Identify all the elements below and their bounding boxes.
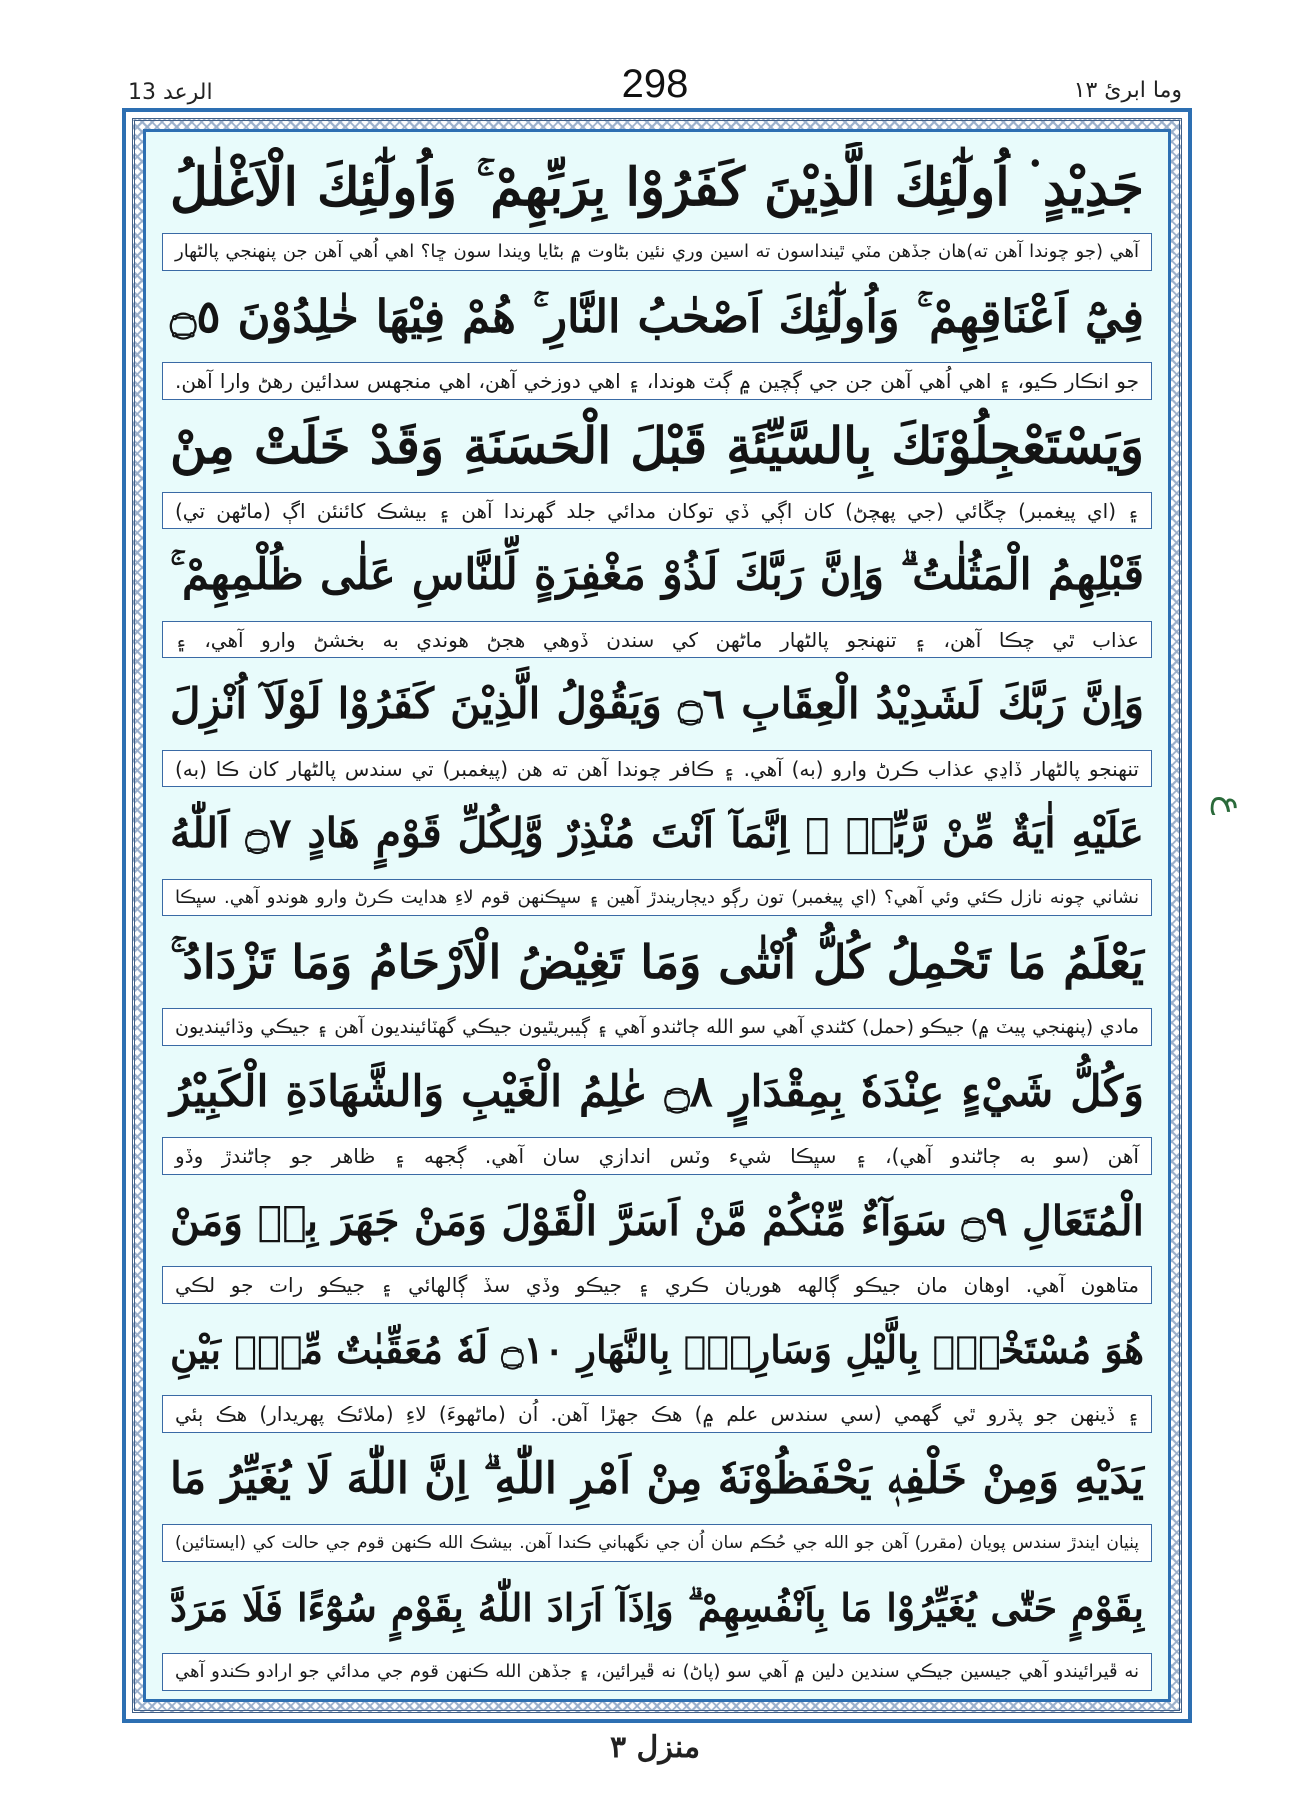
page-number: 298 — [621, 62, 689, 106]
decorative-border — [132, 118, 1182, 1713]
manzil-footer: منزل ٣ — [609, 1730, 701, 1765]
translation-line-1: آهي (جو چوندا آهن ته)هان جڏهن مٽي ٿينداسون ته اسين وري نئين بڻاوت ۾ بڻايا ويندا سون ڇا؟ اهي اُهي آهن جن پنهنجي پالڻهار — [162, 233, 1152, 271]
page-header — [120, 62, 1190, 110]
arabic-line-11: يَدَيْهِ وَمِنْ خَلْفِهٖ يَحْفَظُوْنَهٗ مِنْ اَمْرِ اللّٰهِ ۗ اِنَّ اللّٰهَ لَا يُغَيِّرُ مَا — [170, 1453, 1144, 1504]
juz-name: وما ابرئ ١٣ — [1073, 78, 1182, 103]
arabic-line-10: هُوَ مُسْتَخْفٍۢ بِالَّيْلِ وَسَارِبٌۢ بِالنَّهَارِ ۝١٠ لَهٗ مُعَقِّبٰتٌ مِّنْۢ بَيْنِ — [169, 1326, 1144, 1372]
arabic-line-12: بِقَوْمٍ حَتّٰى يُغَيِّرُوْا مَا بِاَنْفُسِهِمْ ۗ وَاِذَآ اَرَادَ اللّٰهُ بِقَوْمٍ سُوْٓءًا فَلَا مَرَدَّ — [170, 1584, 1144, 1630]
translation-line-9: متاهون آهي. اوهان مان جيڪو ڳالهه هوريان ڪري ۽ جيڪو وڏي سڏ ڳالهائي ۽ جيڪو رات جو لڪي — [162, 1266, 1152, 1304]
arabic-line-9: الْمُتَعَالِ ۝٩ سَوَآءٌ مِّنْكُمْ مَّنْ اَسَرَّ الْقَوْلَ وَمَنْ جَهَرَ بِهٖ وَمَنْ — [170, 1196, 1144, 1245]
arabic-line-5: وَاِنَّ رَبَّكَ لَشَدِيْدُ الْعِقَابِ ۝٦ وَيَقُوْلُ الَّذِيْنَ كَفَرُوْا لَوْلَآ اُنْزِلَ — [170, 679, 1144, 729]
translation-line-10: ۽ ڏينهن جو پڌرو ٿي گهمي (سي سندس علم ۾) هڪ جهڙا آهن. اُن (ماڻهوءَ) لاءِ (ملائڪ پهريدار) هڪ ٻئي — [162, 1395, 1152, 1433]
translation-line-5: تنهنجو پالڻهار ڏاڍي عذاب ڪرڻ وارو (به) آهي. ۽ ڪافر چوندا آهن ته هن (پيغمبر) تي سندس پالڻهار کان ڪا (به) — [162, 750, 1152, 788]
arabic-line-4: قَبْلِهِمُ الْمَثُلٰتُ ۗ وَاِنَّ رَبَّكَ لَذُوْ مَغْفِرَةٍ لِّلنَّاسِ عَلٰى ظُلْمِهِمْ ۚ — [170, 550, 1144, 601]
text-panel — [143, 129, 1171, 1702]
arabic-line-1: جَدِيْدٍ ۬ اُولٰٓئِكَ الَّذِيْنَ كَفَرُوْا بِرَبِّهِمْ ۚ وَاُولٰٓئِكَ الْاَغْلٰلُ — [170, 157, 1144, 218]
arabic-line-2: فِيْٓ اَعْنَاقِهِمْ ۚ وَاُولٰٓئِكَ اَصْحٰبُ النَّارِ ۚ هُمْ فِيْهَا خٰلِدُوْنَ ۝٥ — [170, 290, 1144, 344]
translation-line-7: مادي (پنهنجي پيٽ ۾) جيڪو (حمل) کڻندي آهي سو الله ڄاڻندو آهي ۽ ڳيبريٿيون جيڪي گهٽائينديون آهن ۽ جيڪي وڌائينديون — [162, 1008, 1152, 1046]
translation-line-12: نه ڦيرائيندو آهي جيسين جيڪي سندين دلين ۾ آهي سو (پاڻ) نه ڦيرائين، ۽ جڏهن الله ڪنهن قوم جي مدائي جو ارادو ڪندو آهي — [162, 1653, 1152, 1691]
translation-line-8: آهن (سو به ڄاڻندو آهي)، ۽ سڀڪا شيء وٽس اندازي سان آهي. ڳجهه ۽ ظاهر جو ڄاڻندڙ وڏو — [162, 1137, 1152, 1175]
arabic-line-3: وَيَسْتَعْجِلُوْنَكَ بِالسَّيِّئَةِ قَبْلَ الْحَسَنَةِ وَقَدْ خَلَتْ مِنْ — [170, 416, 1144, 476]
arabic-line-7: يَعْلَمُ مَا تَحْمِلُ كُلُّ اُنْثٰى وَمَا تَغِيْضُ الْاَرْحَامُ وَمَا تَزْدَادُ ۚ — [170, 935, 1144, 990]
page-frame — [122, 108, 1192, 1723]
surah-name: الرعد 13 — [128, 80, 213, 105]
translation-line-4: عذاب ٿي چڪا آهن، ۽ تنهنجو پالڻهار ماڻهن کي سندن ڏوهي هجڻ هوندي به بخشڻ وارو آهي، ۽ — [162, 621, 1152, 659]
arabic-line-8: وَكُلُّ شَيْءٍ عِنْدَهٗ بِمِقْدَارٍ ۝٨ عٰلِمُ الْغَيْبِ وَالشَّهَادَةِ الْكَبِيْرُ — [170, 1066, 1144, 1117]
ruku-marker: ع — [1210, 795, 1250, 816]
translation-line-11: پٺيان ايندڙ سندس پويان (مقرر) آهن جو الله جي حُڪم سان اُن جي نگهباني ڪندا آهن. بيشڪ الله ڪنهن قوم جي حالت کي (ايستائين) — [162, 1524, 1152, 1562]
translation-line-3: ۽ (اي پيغمبر) چڱائي (جي پهچڻ) کان اڳي ڏي توکان مدائي جلد گهرندا آهن ۽ بيشڪ کائنئن اڳ (ماڻهن تي) — [162, 492, 1152, 530]
translation-line-6: نشاني چونه نازل ڪئي وئي آهي؟ (اي پيغمبر) تون رڳو ديڄاريندڙ آهين ۽ سڀڪنهن قوم لاءِ هدايت ڪرڻ وارو هوندو آهي. سڀڪا — [162, 879, 1152, 917]
arabic-line-6: عَلَيْهِ اٰيَةٌ مِّنْ رَّبِّهٖ ۗ اِنَّمَآ اَنْتَ مُنْذِرٌ وَّلِكُلِّ قَوْمٍ هَادٍ ۝٧ اَللّٰهُ — [170, 809, 1144, 858]
translation-line-2: جو انڪار ڪيو، ۽ اهي اُهي آهن جن جي ڳچين ۾ ڳٽ هوندا، ۽ اهي دوزخي آهن، اهي منجهس سدائين رهڻ وارا آهن. — [162, 362, 1152, 400]
